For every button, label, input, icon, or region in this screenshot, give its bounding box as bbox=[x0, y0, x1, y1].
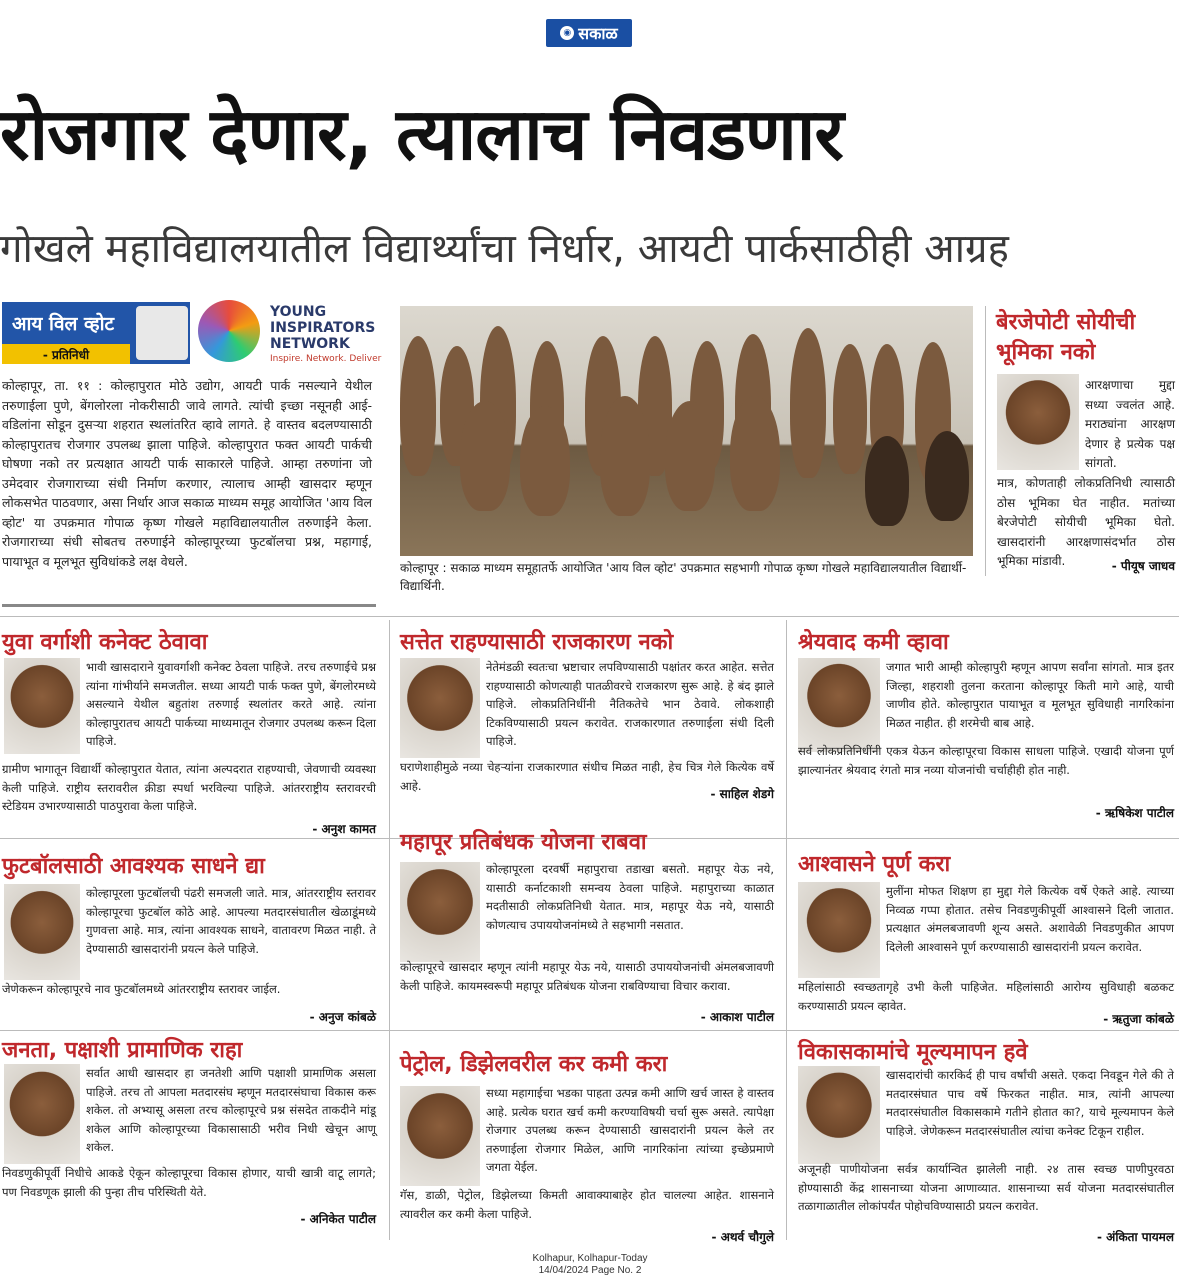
campaign-title: आय विल व्होट bbox=[12, 313, 115, 335]
section-1-title: युवा वर्गाशी कनेक्ट ठेवावा bbox=[2, 630, 208, 655]
section-4-title: फुटबॉलसाठी आवश्यक साधने द्या bbox=[2, 854, 265, 879]
section-4-text-side: कोल्हापूरला फुटबॉलची पंढरी समजली जाते. मात्र, आंतरराष्ट्रीय स्तरावर कोल्हापूरचा फुटबॉल कोठे आहे. आपल्या मतदारसंघातील खेळाडूंमध्ये गुणवत्ता आहे. मात्र, त्यांना आवश्यक साधने, वातावरण मिळत नाही. ते देण्यासाठी खासदारांनी प्रयत्न केले पाहिजे. bbox=[86, 886, 376, 956]
section-6-title: आश्वासने पूर्ण करा bbox=[798, 852, 951, 877]
masthead-emblem-icon: ◉ bbox=[560, 26, 574, 40]
section-3-portrait bbox=[798, 658, 880, 752]
masthead-name: सकाळ bbox=[578, 24, 618, 43]
section-2-text-full: घराणेशाहीमुळे नव्या चेहऱ्यांना राजकारणात संधीच मिळत नाही, हेच चित्र गेले कित्येक वर्षे आहे. bbox=[400, 760, 774, 793]
sidebar-portrait bbox=[997, 374, 1079, 470]
section-1-text-side: भावी खासदाराने युवावर्गाशी कनेक्ट ठेवला पाहिजे. तरच तरुणाईचे प्रश्न त्यांना गांभीर्याने समजतील. सध्या आयटी पार्क फक्त पुणे, बेंगलोरमध्ये असल्याने येथील बहुतांश तरुणाई स्थलांतर करते आहे. त्यांना कोल्हापुरातच आयटी पार्कच्या माध्यमातून रोजगार उपलब्ध करून दिला पाहिजे. bbox=[86, 660, 376, 748]
section-8-text-full: गॅस, डाळी, पेट्रोल, डिझेलच्या किमती आवाक्याबाहेर होत चालल्या आहेत. शासनाने त्यावरील कर कमी केला पाहिजे. bbox=[400, 1188, 774, 1221]
section-8-author: - अथर्व चौगुले bbox=[711, 1230, 774, 1244]
section-6-author: - ऋतुजा कांबळे bbox=[1103, 1012, 1174, 1026]
partner-name: YOUNG INSPIRATORS NETWORK bbox=[270, 304, 376, 352]
section-4-text-full: जेणेकरून कोल्हापूरचे नाव फुटबॉलमध्ये आंतरराष्ट्रीय स्तरावर जाईल. bbox=[2, 982, 281, 996]
section-2-text-side: नेतेमंडळी स्वतःचा भ्रष्टाचार लपविण्यासाठी पक्षांतर करत आहेत. सत्तेत राहण्यासाठी कोणत्याही पातळीवरचे राजकारण सुरू आहे. हे बंद झाले पाहिजे. लोकप्रतिनिधींनी नैतिकतेचे भान ठेवावे. लोकशाही टिकविण्यासाठी प्रयत्न करावेत. राजकारणात तरुणाईला संधी दिली पाहिजे. bbox=[486, 660, 774, 748]
vote-tower-icon bbox=[136, 306, 188, 360]
group-photo bbox=[400, 306, 973, 556]
section-9-author: - अंकिता पायमल bbox=[1097, 1230, 1174, 1244]
section-3-text-side: जगात भारी आम्ही कोल्हापुरी म्हणून आपण सर्वांना सांगतो. मात्र इतर जिल्हा, शहराशी तुलना करताना कोल्हापूर किती मागे आहे, याची जाणीव होते. कोल्हापुरात पायाभूत व मूलभूत सुविधाही नागरिकांना मिळत नाहीत. ही शरमेची बाब आहे. bbox=[886, 660, 1174, 730]
section-4-portrait bbox=[4, 884, 80, 980]
photo-caption: कोल्हापूर : सकाळ माध्यम समूहातर्फे आयोजित 'आय विल व्होट' उपक्रमात सहभागी गोपाळ कृष्ण गोखले महाविद्यालयातील विद्यार्थी-विद्यार्थिनी. bbox=[400, 561, 967, 593]
section-7-title: जनता, पक्षाशी प्रामाणिक राहा bbox=[2, 1038, 243, 1063]
headline: रोजगार देणार, त्यालाच निवडणार bbox=[0, 92, 843, 176]
section-3-author: - ऋषिकेश पाटील bbox=[1095, 806, 1174, 820]
grid-divider-left bbox=[389, 620, 390, 1240]
section-9-title: विकासकामांचे मूल्यमापन हवे bbox=[798, 1040, 1028, 1065]
section-7-text-side: सर्वात आधी खासदार हा जनतेशी आणि पक्षाशी प्रामाणिक असला पाहिजे. तरच तो आपला मतदारसंघ म्हणून मतदारसंघाचा विकास करू शकेल. तो अभ्यासू असला तरच कोल्हापूरचे प्रश्न संसदेत ताकदीने मांडू शकेल आणि कोल्हापूरच्या विकासासाठी भरीव निधी खेचून आणू शकेल. bbox=[86, 1066, 376, 1154]
section-2-portrait bbox=[400, 658, 480, 758]
sidebar-text-top: आरक्षणाचा मुद्दा सध्या ज्वलंत आहे. मराठ्यांना आरक्षण देणार हे प्रत्येक पक्ष सांगतो. bbox=[1085, 378, 1175, 470]
page-footer bbox=[480, 1253, 700, 1277]
grid-divider-top bbox=[0, 616, 1179, 617]
lead-paragraph: कोल्हापूर, ता. ११ : कोल्हापुरात मोठे उद्योग, आयटी पार्क नसल्याने येथील तरुणाईला पुणे, बेंगलोरला नोकरीसाठी जावे लागते. त्यांची इच्छा नसूनही आई-वडिलांना सोडून दुसऱ्या शहरात स्थलांतरित व्हावे लागते. हे वास्तव बदलण्यासाठी कोल्हापुरातच रोजगार उपलब्ध झाला पाहिजे. कोल्हापुरात फक्त आयटी पार्कची घोषणा नको तर प्रत्यक्षात आयटी पार्क साकारले पाहिजे. आम्हा तरुणांना जो उमेदवार रोजगाराच्या संधी निर्माण करणार, त्यालाच आम्ही खासदार म्हणून लोकसभेत पाठवणार, असा निर्धार आज सकाळ माध्यम समूह आयोजित 'आय विल व्होट' या उपक्रमात गोपाळ कृष्ण गोखले महाविद्यालयातील तरुणाईने केला. रोजगाराच्या संधी सोबतच तरुणाईने कोल्हापूरच्या फुटबॉलचा प्रश्न, महागाई, पायाभूत व मूलभूत सुविधांकडे लक्ष वेधले. bbox=[2, 378, 372, 569]
lead-divider bbox=[2, 604, 376, 607]
section-5-author: - आकाश पाटील bbox=[700, 1010, 774, 1024]
section-5-title: महापूर प्रतिबंधक योजना राबवा bbox=[400, 830, 647, 855]
footer-date-page: 14/04/2024 Page No. 2 bbox=[538, 1265, 642, 1276]
grid-divider-mid2 bbox=[0, 1030, 1179, 1031]
section-1-author: - अनुश कामत bbox=[312, 822, 376, 836]
section-6-portrait bbox=[798, 882, 880, 978]
partner-tagline: Inspire. Network. Deliver bbox=[270, 354, 382, 364]
section-8-portrait bbox=[400, 1086, 480, 1186]
section-9-text-full: अजूनही पाणीयोजना सर्वत्र कार्यान्वित झालेली नाही. २४ तास स्वच्छ पाणीपुरवठा होण्यासाठी केंद्र शासनाच्या योजना आणाव्यात. शासनाच्या सर्व योजना मतदारसंघातील तळागाळातील लोकांपर्यंत पोहोचविण्यासाठी प्रयत्न करावेत. bbox=[798, 1162, 1174, 1213]
section-6-text-full: महिलांसाठी स्वच्छतागृहे उभी केली पाहिजेत. महिलांसाठी आरोग्य सुविधाही बळकट करण्यासाठी प्रयत्न व्हावेत. bbox=[798, 980, 1174, 1013]
sidebar-title: बेरजेपोटी सोयीची भूमिका नको bbox=[996, 310, 1136, 365]
section-3-title: श्रेयवाद कमी व्हावा bbox=[798, 630, 949, 655]
sidebar-divider bbox=[985, 306, 986, 576]
masthead-logo bbox=[546, 19, 632, 47]
campaign-banner bbox=[2, 302, 190, 364]
grid-divider-right bbox=[786, 620, 787, 1240]
partner-logo-icon bbox=[198, 300, 260, 362]
sidebar-text-bottom: मात्र, कोणताही लोकप्रतिनिधी त्यासाठी ठोस भूमिका घेत नाहीत. मतांच्या बेरजेपोटी सोयीची भूमिका घेतो. खासदारांनी आरक्षणासंदर्भात ठोस भूमिका मांडावी. bbox=[997, 476, 1175, 568]
section-9-text-side: खासदारांची कारकिर्द ही पाच वर्षांची असते. एकदा निवडून गेले की ते मतदारसंघात पाच वर्षे फिरकत नाहीत. मात्र, त्यांनी आपल्या मतदारसंघातील विकासकामे गतीने होतात का?, याचे मूल्यमापन केले पाहिजे. जेणेकरून मतदारसंघातील त्यांचा कनेक्ट टिकून राहील. bbox=[886, 1068, 1174, 1138]
section-2-title: सत्तेत राहण्यासाठी राजकारण नको bbox=[400, 630, 674, 655]
section-8-title: पेट्रोल, डिझेलवरील कर कमी करा bbox=[400, 1052, 668, 1077]
section-7-author: - अनिकेत पाटील bbox=[300, 1212, 376, 1226]
footer-edition: Kolhapur, Kolhapur-Today bbox=[532, 1253, 648, 1264]
section-6-text-side: मुलींना मोफत शिक्षण हा मुद्दा गेले कित्येक वर्षे ऐकते आहे. त्याच्या निव्वळ गप्पा होतात. तसेच निवडणुकीपूर्वी आश्वासने दिली जातात. प्रत्यक्षात अंमलबजावणी शून्य असते. अशावेळी निवडणुकीत आपण दिलेली आश्वासने पूर्ण करण्यासाठी खासदारांनी प्रयत्न करावेत. bbox=[886, 884, 1174, 954]
section-4-author: - अनुज कांबळे bbox=[309, 1010, 376, 1024]
section-5-text-full: कोल्हापूरचे खासदार म्हणून त्यांनी महापूर येऊ नये, यासाठी उपाययोजनांची अंमलबजावणी केली पाहिजे. कायमस्वरूपी महापूर प्रतिबंधक योजना राबविण्याचा विचार करावा. bbox=[400, 960, 774, 993]
section-3-text-full: सर्व लोकप्रतिनिधींनी एकत्र येऊन कोल्हापूरचा विकास साधला पाहिजे. एखादी योजना पूर्ण झाल्यानंतर श्रेयवाद रंगतो मात्र नव्या योजनांची चर्चाहीही होत नाही. bbox=[798, 744, 1174, 777]
section-7-text-full: निवडणुकीपूर्वी निधीचे आकडे ऐकून कोल्हापूरचा विकास होणार, याची खात्री वाटू लागते; पण निवडणूक झाली की पुन्हा तीच परिस्थिती येते. bbox=[2, 1166, 376, 1199]
section-2-author: - साहिल शेडगे bbox=[710, 787, 774, 801]
section-7-portrait bbox=[4, 1064, 80, 1164]
section-1-text-full: ग्रामीण भागातून विद्यार्थी कोल्हापुरात येतात, त्यांना अल्पदरात राहण्याची, जेवणाची व्यवस्था केली पाहिजे. राष्ट्रीय स्तरावरील क्रीडा स्पर्धा भरविल्या पाहिजे. आंतरराष्ट्रीय स्तरावरची स्टेडियम उभारण्यासाठी पाठपुरावा केला पाहिजे. bbox=[2, 762, 376, 813]
section-5-portrait bbox=[400, 862, 480, 962]
section-5-text-side: कोल्हापूरला दरवर्षी महापुराचा तडाखा बसतो. महापूर येऊ नये, यासाठी कर्नाटकाशी समन्वय ठेवला पाहिजे. महापुराच्या काळात मदतीसाठी लोकप्रतिनिधी येतात. मात्र, महापूर येऊ नये, यासाठी कोणत्याच उपाययोजनांमध्ये ते सहभागी नसतात. bbox=[486, 862, 774, 932]
section-9-portrait bbox=[798, 1066, 880, 1164]
byline-tag: - प्रतिनिधी bbox=[2, 344, 130, 364]
section-8-text-side: सध्या महागाईचा भडका पाहता उत्पन्न कमी आणि खर्च जास्त हे वास्तव आहे. प्रत्येक घरात खर्च कमी करण्याविषयी चर्चा सुरू असते. त्यापेक्षा रोजगार उपलब्ध करून देण्यासाठी खासदारांनी प्रयत्न केले तर तरुणाईला रोजगार मिळेल, आणि नागरिकांना त्यांच्या इच्छेप्रमाणे जगता येईल. bbox=[486, 1086, 774, 1174]
subheadline: गोखले महाविद्यालयातील विद्यार्थ्यांचा निर्धार, आयटी पार्कसाठीही आग्रह bbox=[0, 226, 1009, 272]
sidebar-author: - पीयूष जाधव bbox=[1111, 559, 1175, 573]
